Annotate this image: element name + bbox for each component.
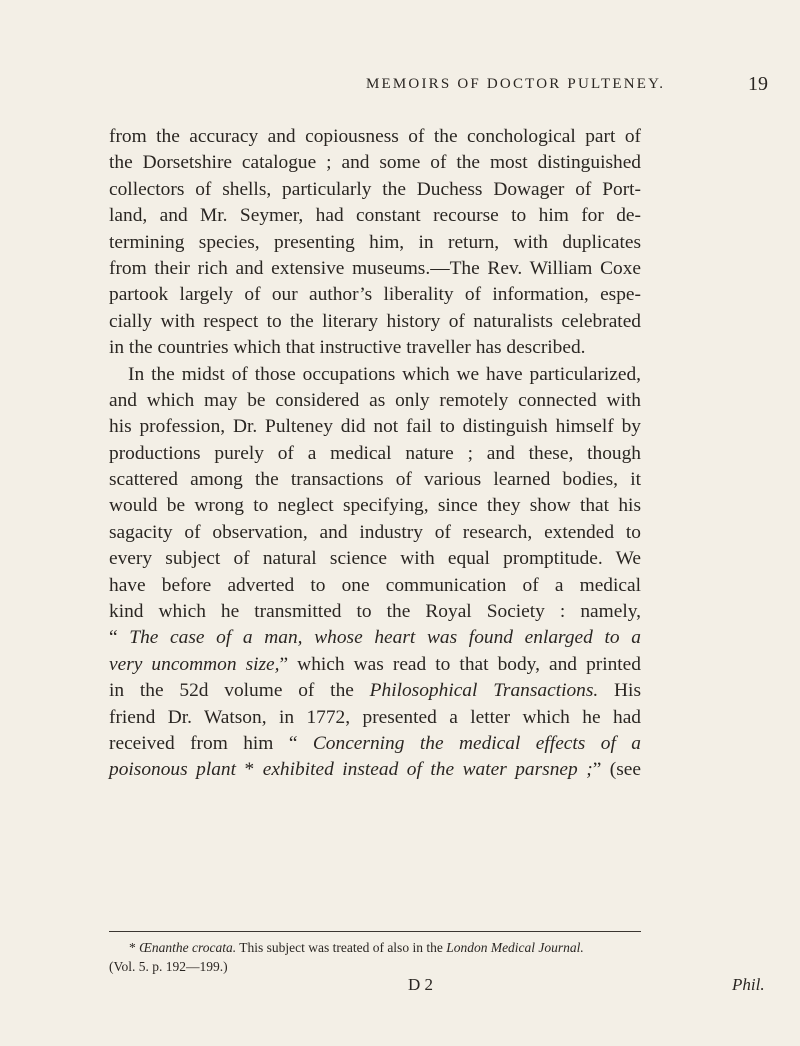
paragraph-start-line: In the midst of those occupations which we have particularized,	[128, 363, 641, 385]
text-run: His	[598, 680, 641, 702]
text-line: collectors of shells, particularly the Duchess Dowager of Port-	[109, 178, 641, 200]
text-line: kind which he transmitted to the Royal Society : namely,	[109, 601, 641, 623]
footnote-reference: *	[236, 759, 263, 781]
footnote-line: (Vol. 5. p. 192—199.)	[109, 959, 228, 974]
text-run: This subject was treated of also in the	[236, 940, 447, 955]
text-line	[109, 731, 641, 757]
catchword: Phil.	[732, 975, 765, 994]
text-line: from the accuracy and copiousness of the conchological part of	[109, 126, 641, 147]
text-line: from their rich and extensive museums.—The Rev. William Coxe	[109, 257, 641, 279]
quote-open: “	[109, 627, 130, 649]
text-line: termining species, presenting him, in return, with duplicates	[109, 231, 641, 253]
text-run: ” which was read to that body, and printed	[279, 653, 641, 675]
italic-title: poisonous plant	[109, 759, 237, 781]
text-line	[109, 652, 641, 678]
text-line: productions purely of a medical nature ; and these, though	[109, 442, 641, 464]
italic-title: The case of a man, whose heart was found enlarged to a	[129, 627, 641, 649]
italic-title: Philosophical Transactions.	[369, 680, 599, 702]
italic-title: very uncommon size,	[109, 653, 280, 675]
page-header	[0, 73, 800, 106]
text-line: scattered among the transactions of various learned bodies, it	[109, 469, 641, 491]
footnote	[109, 938, 641, 976]
text-line: land, and Mr. Seymer, had constant recourse to him for de-	[109, 205, 641, 227]
italic-title: Concerning the medical effects of a	[312, 732, 641, 754]
text-run: ” (see	[592, 759, 642, 781]
text-line	[109, 625, 641, 651]
text-line: and which may be considered as only remotely connected with	[109, 389, 641, 411]
footnote-mark: *	[129, 940, 140, 955]
text-line	[109, 678, 641, 704]
text-line: partook largely of our author’s liberality of information, espe-	[109, 284, 641, 306]
text-line: his profession, Dr. Pulteney did not fail to distinguish himself by	[109, 416, 641, 438]
page-number: 19	[748, 73, 768, 95]
italic-title: Œnanthe crocata.	[139, 940, 237, 955]
text-line	[109, 757, 641, 783]
italic-title: exhibited instead of the water parsnep ;	[262, 759, 593, 781]
page-footer	[0, 975, 800, 1001]
text-run: received from him “	[109, 732, 313, 754]
text-line: in the countries which that instructive traveller has described.	[109, 337, 586, 359]
text-line: would be wrong to neglect specifying, since they show that his	[109, 495, 641, 517]
text-line: cially with respect to the literary history of naturalists celebrated	[109, 310, 641, 332]
text-line: the Dorsetshire catalogue ; and some of the most distinguished	[109, 152, 641, 174]
text-line: friend Dr. Watson, in 1772, presented a letter which he had	[109, 706, 641, 728]
text-line: sagacity of observation, and industry of research, extended to	[109, 521, 641, 543]
running-head: MEMOIRS OF DOCTOR PULTENEY.	[366, 76, 666, 92]
text-run: in the 52d volume of the	[109, 680, 370, 702]
body-text	[109, 124, 641, 784]
footnote-line	[109, 938, 641, 957]
text-line: every subject of natural science with equal promptitude. We	[109, 548, 641, 570]
text-line: have before adverted to one communication of a medical	[109, 574, 641, 596]
italic-title: London Medical Journal.	[446, 940, 584, 955]
signature-mark: D 2	[408, 975, 434, 994]
footnote-rule	[109, 931, 641, 932]
